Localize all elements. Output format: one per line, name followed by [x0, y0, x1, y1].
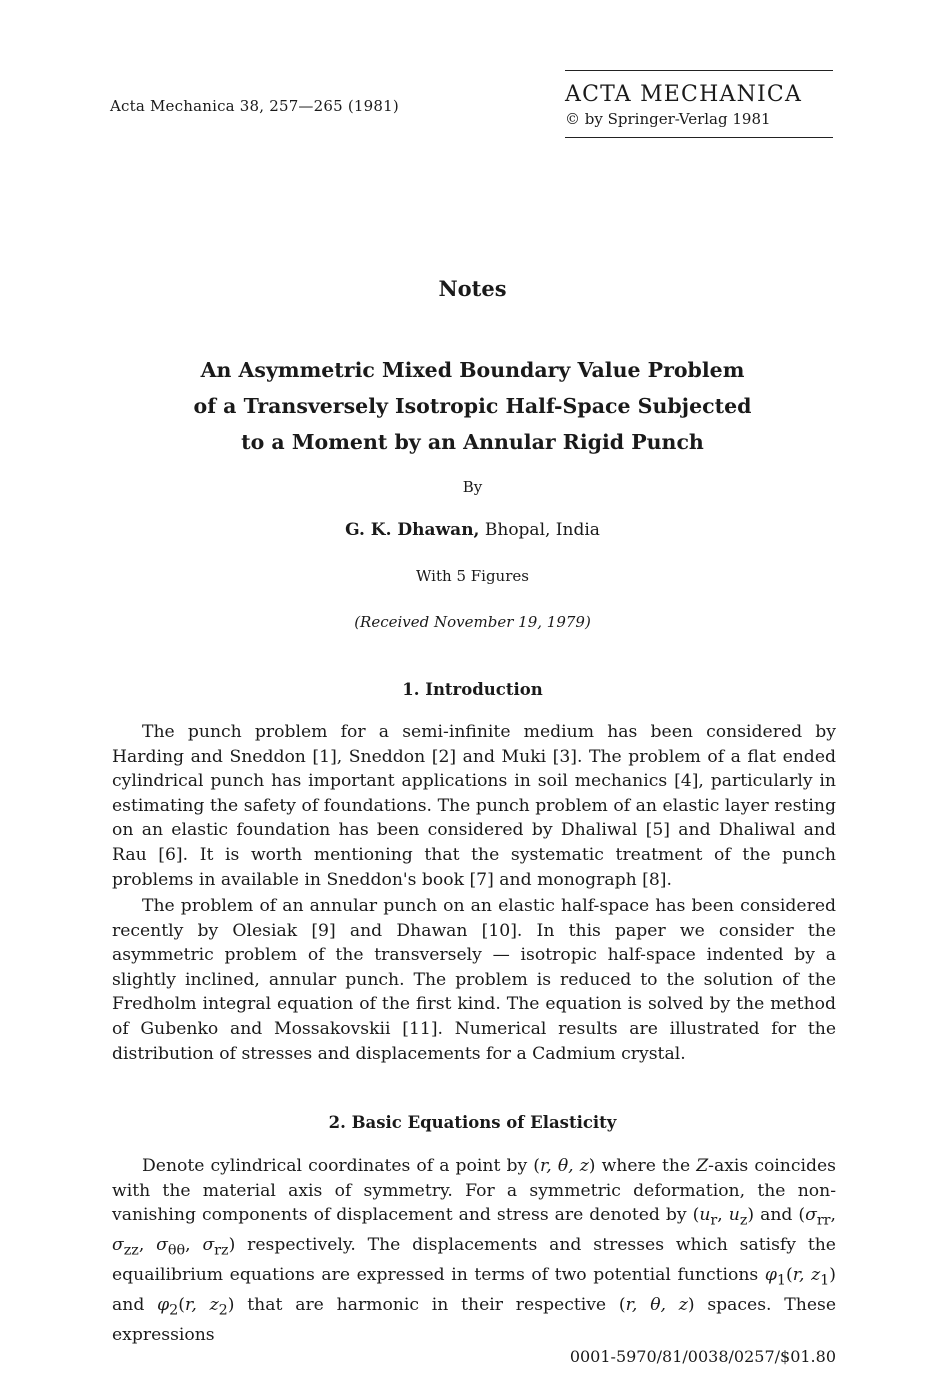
math-symbol: σ — [112, 1235, 124, 1256]
math-subscript: rz — [214, 1242, 229, 1259]
title-line: An Asymmetric Mixed Boundary Value Problem — [200, 358, 745, 382]
text-run: ) and — [112, 1265, 836, 1316]
math-symbol: u — [699, 1205, 711, 1226]
received-date: (Received November 19, 1979) — [354, 613, 591, 631]
copyright-line: © by Springer-Verlag 1981 — [565, 110, 771, 128]
author-location: Bhopal, India — [479, 520, 600, 540]
text-run: , — [717, 1205, 729, 1226]
text-run: ) and ( — [747, 1205, 806, 1226]
intro-paragraph-2: The problem of an annular punch on an elastic half-space has been considered recently by Olesiak [9] and Dhawan [10]. In this paper we consider the asymmetric problem of the transversely — isotropic half-space indented by a slightly inclined, annular punch. The problem is reduced to the solution of the Fredholm integral equation of the first kind. The equation is solved by the method of Gubenko and Mossakovskii [11]. Numerical results are illustrated for the distribution of stresses and displacements for a Cadmium crystal. — [112, 896, 836, 1064]
text-run: ) respectively. The displacements and stresses which satisfy the equailibrium equations are expressed in terms of two potential functions — [112, 1235, 836, 1286]
section-label: Notes — [438, 276, 507, 301]
masthead-bottom-rule — [565, 137, 833, 138]
text-run: ( — [178, 1295, 186, 1316]
math-symbol: Z — [696, 1156, 709, 1176]
intro-paragraph-1: The punch problem for a semi-infinite medium has been considered by Harding and Sneddon [1], Sneddon [2] and Muki [3]. The problem of a flat ended cylindrical punch has important applications in soil mechanics [4], particularly in estimating the safety of foundations. The punch problem of an elastic layer resting on an elastic foundation has been considered by Dhaliwal [5] and Dhaliwal and Rau [6]. It is worth mentioning that the systematic treatment of the punch problems in available in Sneddon's book [7] and monograph [8]. — [112, 722, 836, 890]
text-run: , — [830, 1205, 836, 1226]
math-subscript: 1 — [820, 1272, 830, 1289]
text-run: , — [138, 1235, 157, 1256]
journal-citation: Acta Mechanica 38, 257—265 (1981) — [110, 97, 399, 115]
figures-note: With 5 Figures — [416, 567, 529, 585]
math-subscript: zz — [123, 1242, 139, 1259]
footer-code: 0001-5970/81/0038/0257/$01.80 — [569, 1347, 836, 1366]
math-symbol: r, z — [185, 1295, 219, 1316]
math-subscript: 2 — [218, 1302, 228, 1319]
journal-masthead — [565, 70, 833, 138]
math-symbol: σ — [805, 1205, 817, 1226]
basic-equations-paragraph — [112, 1154, 836, 1348]
text-run: ( — [786, 1265, 793, 1286]
journal-name: ACTA MECHANICA — [565, 82, 803, 107]
text-run: Denote cylindrical coordinates of a point by ( — [142, 1156, 540, 1176]
math-symbol: r, z — [792, 1265, 821, 1286]
byline-by: By — [462, 478, 483, 496]
author-line — [0, 520, 945, 540]
article-title — [140, 352, 805, 460]
math-subscript: 1 — [776, 1272, 786, 1289]
author-name: G. K. Dhawan, — [345, 520, 480, 540]
math-subscript: rr — [816, 1212, 831, 1229]
math-subscript: 2 — [169, 1302, 179, 1319]
text-run: ) that are harmonic in their respective ( — [227, 1295, 626, 1316]
math-symbol: σ — [202, 1235, 215, 1256]
title-line: of a Transversely Isotropic Half-Space Subjected — [193, 394, 752, 418]
math-symbol: σ — [156, 1235, 168, 1256]
section-heading-basic-equations: 2. Basic Equations of Elasticity — [328, 1113, 617, 1132]
math-subscript: r — [710, 1212, 718, 1229]
math-symbol: φ — [764, 1265, 777, 1286]
text-run: ) spaces. These expressions — [112, 1295, 836, 1346]
math-symbol: φ — [157, 1295, 170, 1316]
math-symbol: r, θ, z — [625, 1295, 688, 1316]
masthead-top-rule — [565, 70, 833, 71]
math-subscript: θθ — [167, 1242, 186, 1259]
section-heading-introduction: 1. Introduction — [402, 680, 543, 699]
text-run: ) where the — [588, 1156, 697, 1176]
math-subscript: z — [739, 1212, 748, 1229]
text-run: -axis coincides with the material axis of symmetry. For a symmetric deformation, the non-vanishing components of displacement and stress are denoted by ( — [112, 1156, 836, 1226]
math-symbol: u — [728, 1205, 740, 1226]
math-symbol: r, θ, z — [539, 1156, 589, 1176]
title-line: to a Moment by an Annular Rigid Punch — [241, 430, 704, 454]
text-run: , — [185, 1235, 203, 1256]
